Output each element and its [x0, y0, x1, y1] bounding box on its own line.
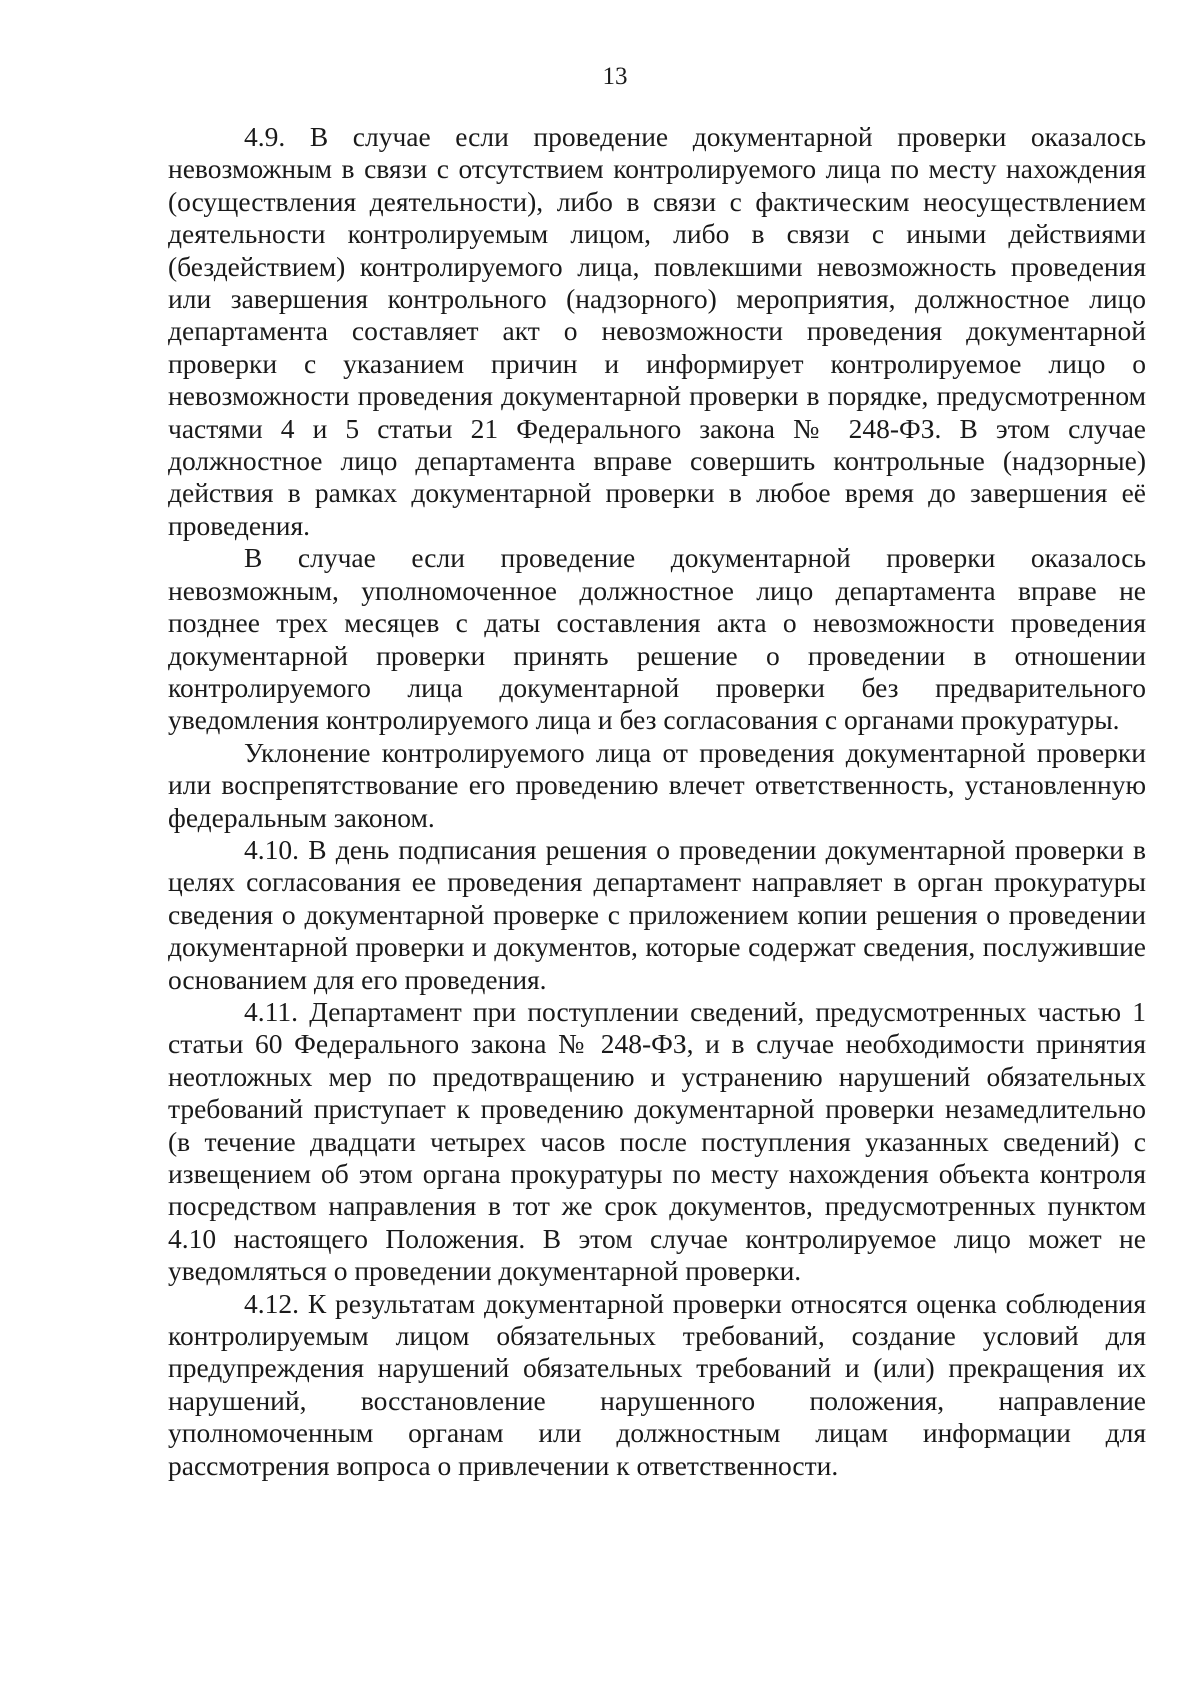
- page-number: 13: [602, 63, 628, 90]
- paragraph-4-12: 4.12. К результатам документарной проверки относятся оценка соблюдения контролируемым лицом обязательных требований, создание условий для предупреждения нарушений обязательных требований и (или) прекращения их нарушений, восстановление нарушенного положения, направление уполномоченным органам или должностным лицам информации для рассмотрения вопроса о привлечении к ответственности.: [168, 1287, 1146, 1481]
- paragraph-4-10: 4.10. В день подписания решения о проведении документарной проверки в целях согласования ее проведения департамент направляет в орган прокуратуры сведения о документарной проверке с приложением копии решения о проведении документарной проверки и документов, которые содержат сведения, послужившие основанием для его проведения.: [168, 833, 1146, 995]
- paragraph-4-9: 4.9. В случае если проведение документарной проверки оказалось невозможным в связи с отсутствием контролируемого лица по месту нахождения (осуществления деятельности), либо в связи с фактическим неосуществлением деятельности контролируемым лицом, либо в связи с иными действиями (бездействием) контролируемого лица, повлекшими невозможность проведения или завершения контрольного (надзорного) мероприятия, должностное лицо департамента составляет акт о невозможности проведения документарной проверки с указанием причин и информирует контролируемое лицо о невозможности проведения документарной проверки в порядке, предусмотренном частями 4 и 5 статьи 21 Федерального закона № 248-ФЗ. В этом случае должностное лицо департамента вправе совершить контрольные (надзорные) действия в рамках документарной проверки в любое время до завершения её проведения.: [168, 121, 1146, 541]
- paragraph-impossible-inspection: В случае если проведение документарной проверки оказалось невозможным, уполномоченное должностное лицо департамента вправе не позднее трех месяцев с даты составления акта о невозможности проведения документарной проверки принять решение о проведении в отношении контролируемого лица документарной проверки без предварительного уведомления контролируемого лица и без согласования с органами прокуратуры.: [168, 542, 1146, 736]
- paragraph-4-11: 4.11. Департамент при поступлении сведений, предусмотренных частью 1 статьи 60 Федерального закона № 248-ФЗ, и в случае необходимости принятия неотложных мер по предотвращению и устранению нарушений обязательных требований приступает к проведению документарной проверки незамедлительно (в течение двадцати четырех часов после поступления указанных сведений) с извещением об этом органа прокуратуры по месту нахождения объекта контроля посредством направления в тот же срок документов, предусмотренных пунктом 4.10 настоящего Положения. В этом случае контролируемое лицо может не уведомляться о проведении документарной проверки.: [168, 995, 1146, 1287]
- paragraph-evasion-liability: Уклонение контролируемого лица от проведения документарной проверки или воспрепятствование его проведению влечет ответственность, установленную федеральным законом.: [168, 736, 1146, 833]
- document-body: [168, 121, 1146, 1482]
